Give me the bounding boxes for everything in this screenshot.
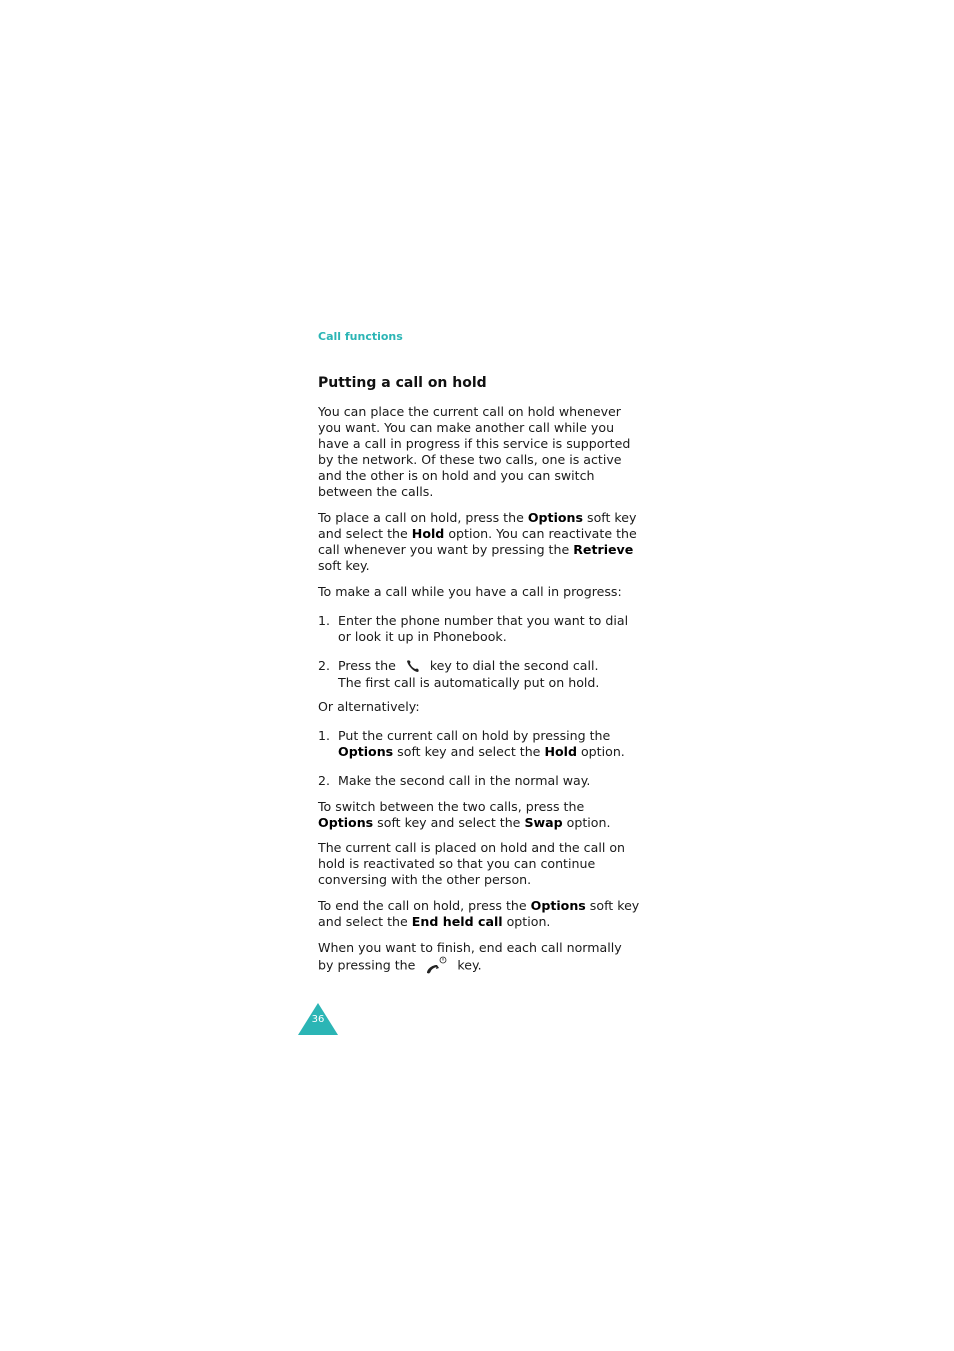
phone-send-icon	[400, 659, 426, 675]
list-number: 1.	[318, 728, 331, 743]
swap-paragraph: To switch between the two calls, press the Options soft key and select the Swap option.	[318, 799, 611, 830]
page-number: 36	[311, 1014, 325, 1025]
list-text: Press the key to dial the second call. The first call is automatically put on hold.	[338, 658, 600, 690]
section-label: Call functions	[318, 330, 403, 343]
list-item	[318, 658, 640, 692]
instruction-paragraph: To make a call while you have a call in progress:	[318, 584, 622, 599]
page-title: Putting a call on hold	[318, 375, 487, 391]
list-number: 2.	[318, 773, 331, 788]
list-text: Put the current call on hold by pressing the Options soft key and select the Hold option.	[338, 728, 625, 759]
alternative-paragraph: Or alternatively:	[318, 699, 420, 714]
list-number: 1.	[318, 613, 331, 628]
list-item	[318, 728, 640, 762]
end-held-paragraph: To end the call on hold, press the Options soft key and select the End held call option.	[318, 898, 640, 929]
intro-paragraph: You can place the current call on hold whenever you want. You can make another call while you have a call in progress if this service is supported by the network. Of these two calls, one is active and the other is on hold and you can switch between the calls.	[318, 404, 631, 499]
list-item	[318, 773, 640, 791]
reactivate-paragraph: The current call is placed on hold and the call on hold is reactivated so that you can continue conversing with the other person.	[318, 840, 626, 887]
finish-paragraph: When you want to finish, end each call normally by pressing the key.	[318, 940, 640, 976]
list-text: Make the second call in the normal way.	[338, 773, 591, 788]
hold-paragraph: To place a call on hold, press the Options soft key and select the Hold option. You can reactivate the call whenever you want by pressing the Retrieve soft key.	[318, 510, 637, 573]
phone-end-icon	[419, 956, 453, 976]
list-item	[318, 613, 640, 647]
list-text: Enter the phone number that you want to dial or look it up in Phonebook.	[338, 613, 629, 644]
list-number: 2.	[318, 658, 331, 673]
